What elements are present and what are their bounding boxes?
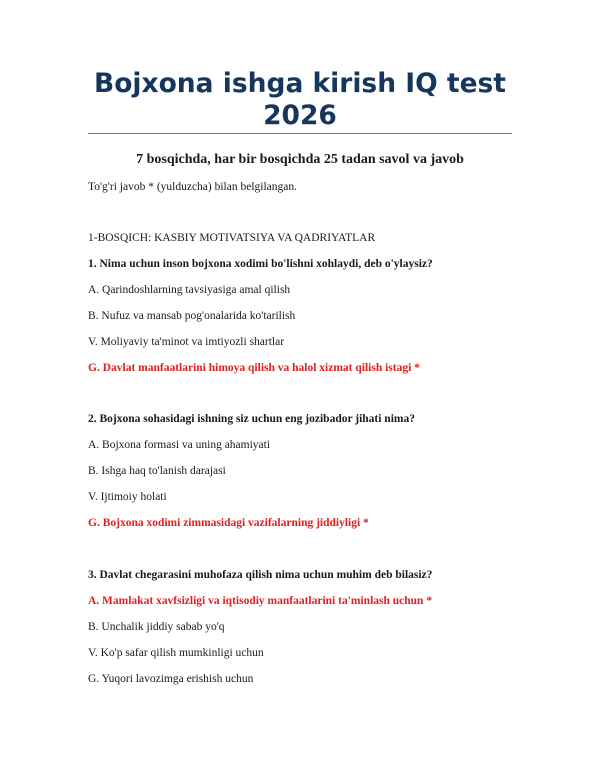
question-1: 1. Nima uchun inson bojxona xodimi bo'lishni xohlaydi, deb o'ylaysiz? xyxy=(88,258,433,270)
question-1-option-g-correct: G. Davlat manfaatlarini himoya qilish va halol xizmat qilish istagi * xyxy=(88,362,420,374)
title-line-1: Bojxona ishga kirish IQ test xyxy=(94,68,506,99)
question-2: 2. Bojxona sohasidagi ishning siz uchun eng jozibador jihati nima? xyxy=(88,413,415,425)
question-1-option-a: A. Qarindoshlarning tavsiyasiga amal qilish xyxy=(88,284,291,296)
question-1-option-b: B. Nufuz va mansab pog'onalarida ko'tarilish xyxy=(88,310,296,322)
question-2-option-v: V. Ijtimoiy holati xyxy=(88,491,167,503)
section-heading: 1-BOSQICH: KASBIY MOTIVATSIYA VA QADRIYATLAR xyxy=(88,232,376,244)
document-title xyxy=(88,68,512,132)
title-line-2: 2026 xyxy=(263,100,337,131)
question-2-option-a: A. Bojxona formasi va uning ahamiyati xyxy=(88,439,271,451)
title-divider xyxy=(88,133,512,134)
question-1-option-v: V. Moliyaviy ta'minot va imtiyozli shartlar xyxy=(88,336,285,348)
question-3: 3. Davlat chegarasini muhofaza qilish nima uchun muhim deb bilasiz? xyxy=(88,569,433,581)
question-3-option-b: B. Unchalik jiddiy sabab yo'q xyxy=(88,621,225,633)
question-3-option-a-correct: A. Mamlakat xavfsizligi va iqtisodiy manfaatlarini ta'minlash uchun * xyxy=(88,595,433,607)
answer-key-note: To'g'ri javob * (yulduzcha) bilan belgilangan. xyxy=(88,181,297,193)
document-subtitle: 7 bosqichda, har bir bosqichda 25 tadan savol va javob xyxy=(136,152,464,167)
question-2-option-b: B. Ishga haq to'lanish darajasi xyxy=(88,465,226,477)
question-3-option-v: V. Ko'p safar qilish mumkinligi uchun xyxy=(88,647,264,659)
question-3-option-g: G. Yuqori lavozimga erishish uchun xyxy=(88,673,254,685)
question-2-option-g-correct: G. Bojxona xodimi zimmasidagi vazifalarning jiddiyligi * xyxy=(88,517,369,529)
